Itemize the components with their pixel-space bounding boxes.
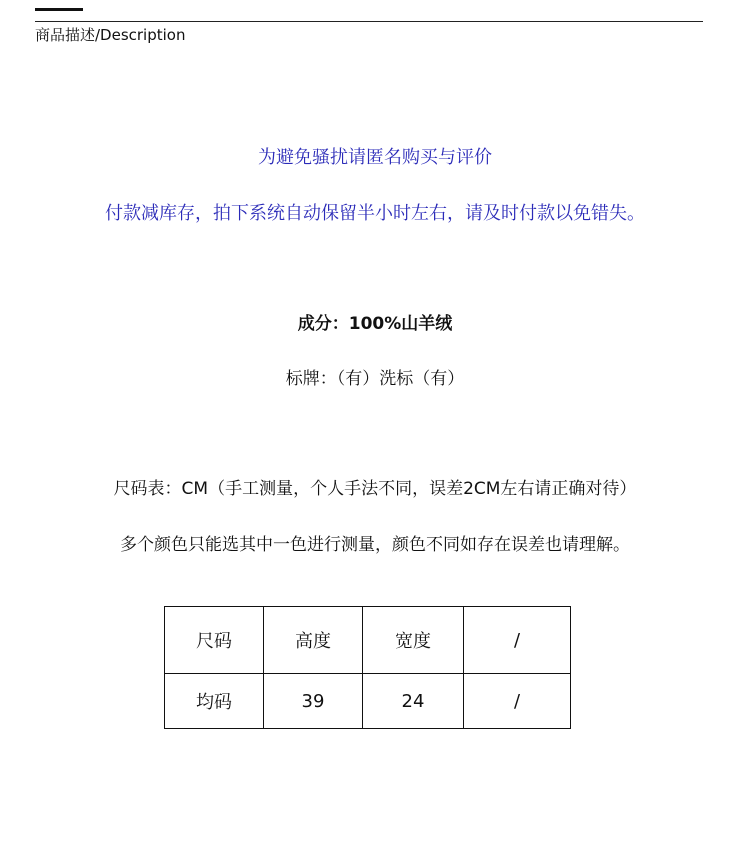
anonymous-purchase-notice: 为避免骚扰请匿名购买与评价 <box>258 147 492 168</box>
composition-info: 成分：100%山羊绒 <box>297 314 453 334</box>
cell-size: 均码 <box>165 674 264 729</box>
header-cell-extra: / <box>464 607 571 674</box>
header-divider <box>35 21 703 22</box>
payment-reservation-notice: 付款减库存，拍下系统自动保留半小时左右，请及时付款以免错失。 <box>105 203 645 224</box>
header-cell-height: 高度 <box>264 607 363 674</box>
header-cell-width: 宽度 <box>363 607 464 674</box>
section-title: 商品描述/Description <box>35 26 186 44</box>
cell-extra: / <box>464 674 571 729</box>
header-cell-size: 尺码 <box>165 607 264 674</box>
size-table <box>164 606 571 729</box>
color-measurement-note: 多个颜色只能选其中一色进行测量，颜色不同如存在误差也请理解。 <box>120 535 630 555</box>
cell-width: 24 <box>363 674 464 729</box>
top-accent-bar <box>35 8 83 11</box>
size-table-row <box>165 674 571 729</box>
size-table-header-row <box>165 607 571 674</box>
size-chart-note: 尺码表：CM（手工测量，个人手法不同，误差2CM左右请正确对待） <box>113 479 637 499</box>
tag-info: 标牌：（有）洗标（有） <box>285 369 465 389</box>
cell-height: 39 <box>264 674 363 729</box>
